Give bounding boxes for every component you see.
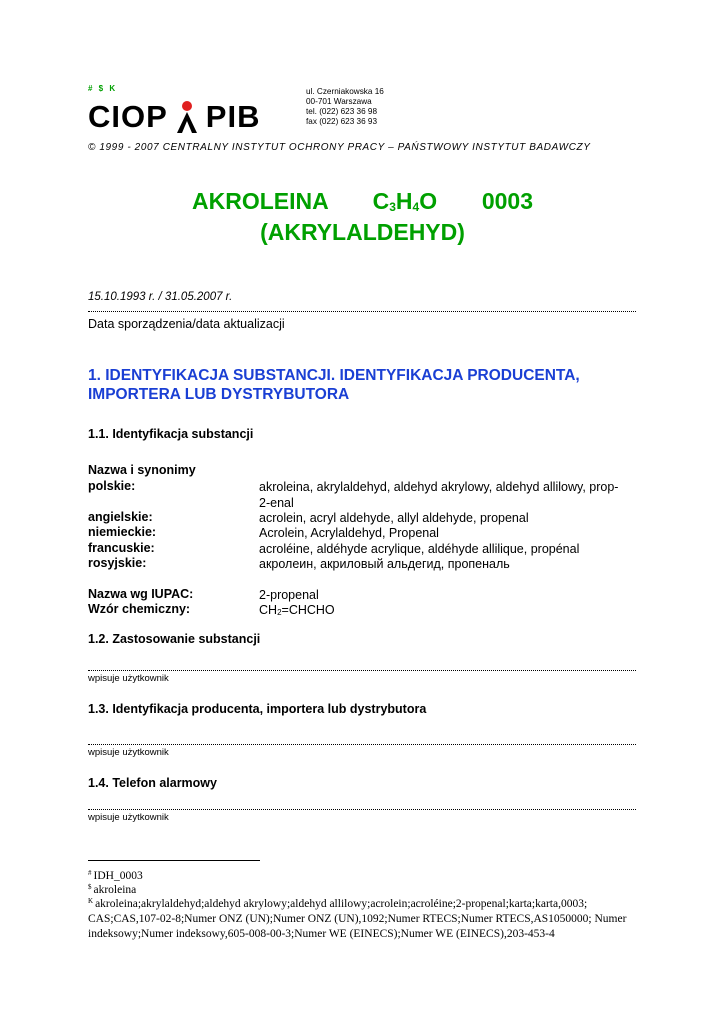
name-value-polish: akroleina, akrylaldehyd, aldehyd akrylowy, aldehyd allilowy, prop-2-enal (259, 480, 619, 510)
subsection-1-4-title: 1.4. Telefon alarmowy (88, 776, 217, 790)
logo-text-pib: PIB (205, 99, 261, 134)
name-value-german: Acrolein, Acrylaldehyd, Propenal (259, 526, 439, 540)
address-line: ul. Czerniakowska 16 (306, 87, 384, 96)
subsection-1-1-title: 1.1. Identyfikacja substancji (88, 427, 254, 441)
substance-name: AKROLEINA (191, 188, 328, 214)
section-1-title: 1. IDENTYFIKACJA SUBSTANCJI. IDENTYFIKACJA PRODUCENTA, IMPORTERA LUB DYSTRYBUTORA (88, 367, 580, 403)
dotted-fill-line (88, 809, 636, 810)
footnote-dollar: $ akroleina (88, 883, 137, 896)
iupac-value: 2-propenal (259, 588, 319, 602)
name-value-french: acroléine, aldéhyde acrylique, aldéhyde allilique, propénal (259, 542, 580, 556)
user-fill-note: wpisuje użytkownik (88, 812, 169, 823)
substance-synonym: (AKRYLALDEHYD) (260, 219, 465, 245)
copyright-line: © 1999 - 2007 CENTRALNY INSTYTUT OCHRONY PRACY – PAŃSTWOWY INSTYTUT BADAWCZY (88, 142, 591, 153)
name-label-german: niemieckie: (88, 525, 157, 539)
formula-value: $CH_2=CHCHO$ (259, 603, 335, 617)
user-fill-note: wpisuje użytkownik (88, 747, 169, 758)
address-line: 00-701 Warszawa (306, 97, 372, 106)
chemical-formula: $C_3H_4O$ (372, 188, 438, 214)
name-value-russian: акролеин, акриловый альдегид, пропеналь (259, 557, 510, 571)
name-label-english: angielskie: (88, 510, 153, 524)
footnote-keywords: $^K$ akroleina;akrylaldehyd;aldehyd akrylowy;aldehyd allilowy;acrolein;acroléine;2-propenal;karta;karta,0003; CAS;CAS,107-02-8;Numer ONZ (UN);Numer ONZ (UN),1092;Numer RTECS;Numer RTECS,AS1050000; Numer indeksowy;Numer indeksowy,605-008-00-3;Numer WE (EINECS);Numer WE (EINECS),203-453-4 (88, 897, 627, 940)
subsection-1-2-title: 1.2. Zastosowanie substancji (88, 632, 261, 646)
person-logo-icon (171, 100, 203, 134)
user-fill-note: wpisuje użytkownik (88, 673, 169, 684)
card-number: 0003 (481, 188, 534, 214)
document-title (0, 188, 725, 215)
dates-label: Data sporządzenia/data aktualizacji (88, 317, 285, 331)
dotted-fill-line (88, 670, 636, 671)
footnote-hash: # IDH_0003 (88, 869, 143, 882)
dotted-fill-line (88, 744, 636, 745)
formula-label: Wzór chemiczny: (88, 602, 191, 616)
iupac-label: Nazwa wg IUPAC: (88, 587, 194, 601)
logo-text-ciop: CIOP (88, 99, 168, 134)
footnote-rule (88, 860, 260, 861)
dotted-divider (88, 311, 636, 312)
dates-value: 15.10.1993 r. / 31.05.2007 r. (88, 291, 233, 303)
subsection-1-3-title: 1.3. Identyfikacja producenta, importera lub dystrybutora (88, 702, 427, 716)
address-block (306, 87, 384, 127)
phone-line: tel. (022) 623 36 98 (306, 107, 378, 116)
name-label-french: francuskie: (88, 541, 155, 555)
name-label-polish: polskie: (88, 479, 136, 493)
name-label-russian: rosyjskie: (88, 556, 147, 570)
ciop-pib-logo (88, 100, 260, 134)
index-marks: # $ K (88, 84, 118, 93)
fax-line: fax (022) 623 36 93 (306, 117, 378, 126)
names-heading: Nazwa i synonimy (88, 463, 196, 477)
name-value-english: acrolein, acryl aldehyde, allyl aldehyde, propenal (259, 511, 529, 525)
